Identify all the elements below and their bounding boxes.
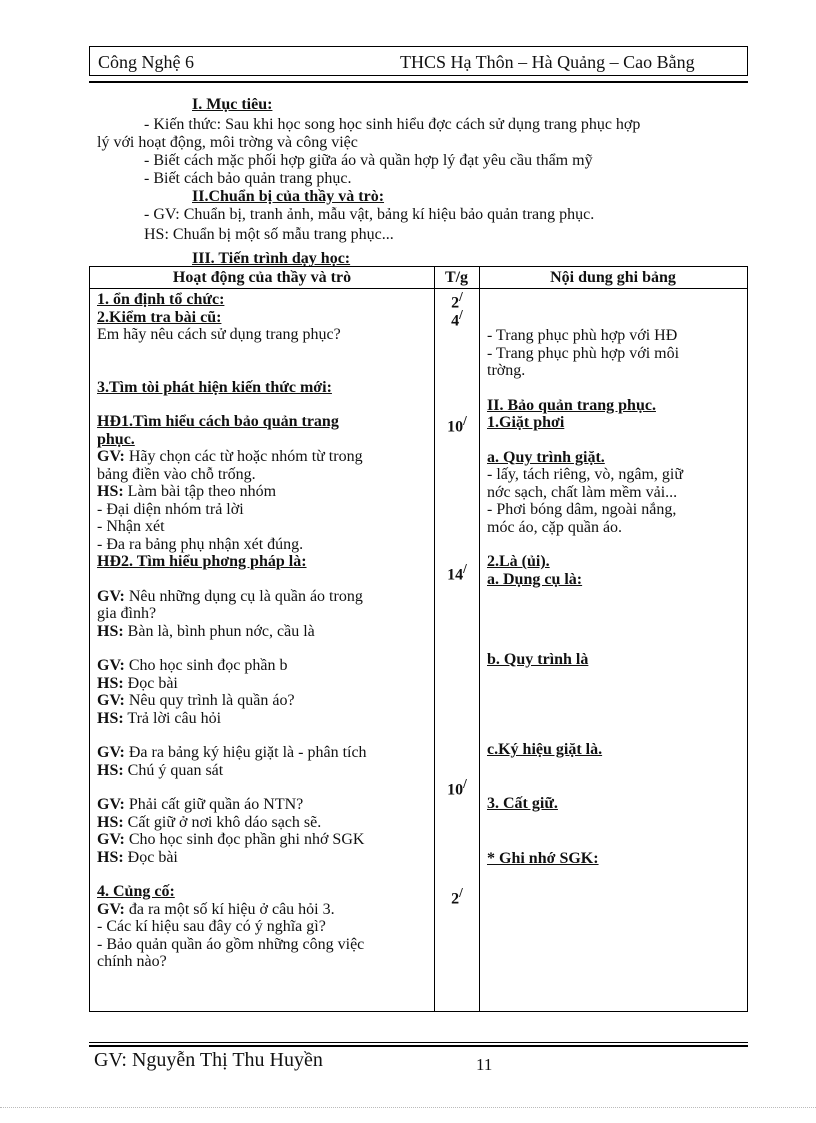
lesson-table xyxy=(89,266,748,1012)
time-value: 10/ xyxy=(447,776,467,799)
activity-line: GV: Cho học sinh đọc phần b xyxy=(97,657,288,674)
header-rule xyxy=(89,81,748,83)
header-subject: Công Nghệ 6 xyxy=(98,52,194,72)
content-heading: a. Quy trình giặt. xyxy=(487,448,605,466)
page-header xyxy=(89,46,748,76)
section-objectives-title: I. Mục tiêu: xyxy=(192,96,273,113)
time-value: 14/ xyxy=(447,561,467,584)
section-preparation-title: II.Chuẩn bị của thầy và trò: xyxy=(192,188,385,205)
column-header-content: Nội dung ghi bảng xyxy=(550,269,676,286)
page-bottom-edge xyxy=(0,1107,816,1108)
activity-line: bảng điền vào chỗ trống. xyxy=(97,465,256,483)
column-divider xyxy=(479,267,480,1011)
preparation-line: HS: Chuẩn bị một số mẫu trang phục... xyxy=(144,226,394,243)
time-value: 10/ xyxy=(447,413,467,436)
content-heading: 1.Giặt phơi xyxy=(487,414,565,431)
activity-line: - Bảo quản quần áo gồm những công việc xyxy=(97,935,365,953)
time-value: 4/ xyxy=(451,307,463,330)
content-heading: II. Bảo quản trang phục. xyxy=(487,396,656,414)
step-consolidation: 4. Củng cố: xyxy=(97,883,175,900)
content-heading: c.Ký hiệu giặt là. xyxy=(487,741,603,758)
activity-1-title: HĐ1.Tìm hiểu cách bảo quản trang xyxy=(97,413,339,430)
objective-line: - Kiến thức: Sau khi học song học sinh hiểu đợc cách sử dụng trang phục hợp xyxy=(144,116,641,133)
activity-line: GV: Nêu quy trình là quần áo? xyxy=(97,692,295,709)
time-value: 2/ xyxy=(451,885,463,908)
activity-1-title-cont: phục. xyxy=(97,430,135,448)
preparation-line: - GV: Chuẩn bị, tranh ảnh, mẫu vật, bảng kí hiệu bảo quản trang phục. xyxy=(144,206,595,223)
activity-2-title: HĐ2. Tìm hiểu phơng pháp là: xyxy=(97,553,307,570)
header-school: THCS Hạ Thôn – Hà Quảng – Cao Bằng xyxy=(400,52,695,72)
activity-line: HS: Chú ý quan sát xyxy=(97,761,224,779)
content-block: - Trang phục phù hợp với HĐ - Trang phục phù hợp với môi trờng. II. Bảo quản trang phục. 1.Giặt phơi a. Quy trình giặt. - lấy, tách riêng, vò, ngâm, giữ nớc sạch, chất làm mềm vải... - Phơi bóng dâm, ngoài nắng, móc áo, cặp quần áo. 2.Là (ủi). a. Dụng cụ là: xyxy=(487,327,745,588)
activity-line: - Đại diện nhóm trả lời xyxy=(97,500,244,518)
activity-line: GV: đa ra một số kí hiệu ở câu hỏi 3. xyxy=(97,900,335,918)
footer-rule xyxy=(89,1045,748,1047)
step-stabilize: 1. ổn định tổ chức: xyxy=(97,291,225,308)
activity-line: HS: Đọc bài xyxy=(97,674,178,692)
activity-line: HS: Làm bài tập theo nhóm xyxy=(97,483,277,500)
section-process-title: III. Tiến trình dạy học: xyxy=(192,250,351,267)
activity-line: HS: Bàn là, bình phun nớc, cầu là xyxy=(97,622,315,640)
activity-line: - Nhận xét xyxy=(97,518,165,535)
activity-line: HS: Trả lời câu hỏi xyxy=(97,709,222,727)
footer-rule xyxy=(89,1042,748,1043)
step-new-knowledge: 3.Tìm tòi phát hiện kiến thức mới: xyxy=(97,378,332,396)
step-check-old-lesson: 2.Kiểm tra bài cũ: xyxy=(97,308,222,326)
activity-line: HS: Cất giữ ở nơi khô dáo sạch sẽ. xyxy=(97,813,322,831)
activity-line: - Đa ra bảng phụ nhận xét đúng. xyxy=(97,535,304,553)
objective-line: - Biết cách mặc phối hợp giữa áo và quần hợp lý đạt yêu cầu thẩm mỹ xyxy=(144,152,593,169)
content-heading: 3. Cất giữ. xyxy=(487,795,558,812)
header-row-divider xyxy=(90,288,747,289)
content-heading: 2.Là (ủi). xyxy=(487,553,550,570)
content-heading: b. Quy trình là xyxy=(487,651,589,668)
activity-line: GV: Phải cất giữ quần áo NTN? xyxy=(97,796,304,813)
question: Em hãy nêu cách sử dụng trang phục? xyxy=(97,326,341,343)
content-heading: * Ghi nhớ SGK: xyxy=(487,850,599,867)
activity-line: GV: Nêu những dụng cụ là quần áo trong xyxy=(97,587,363,605)
activity-line: GV: Đa ra bảng ký hiệu giặt là - phân tích xyxy=(97,744,367,761)
objective-line: lý với hoạt động, môi trờng và công việc xyxy=(97,134,358,151)
page-number: 11 xyxy=(476,1055,493,1074)
teacher-name: GV: Nguyễn Thị Thu Huyền xyxy=(94,1049,323,1071)
activity-line: - Các kí hiệu sau đây có ý nghĩa gì? xyxy=(97,918,326,935)
activity-line: gia đình? xyxy=(97,605,157,622)
activity-line: GV: Hãy chọn các từ hoặc nhóm từ trong xyxy=(97,448,363,465)
activities-column xyxy=(97,291,431,971)
content-heading: a. Dụng cụ là: xyxy=(487,570,583,588)
column-header-activities: Hoạt động của thầy và trò xyxy=(172,269,352,286)
column-header-time: T/g xyxy=(444,269,469,286)
activity-line: chính nào? xyxy=(97,953,167,970)
activity-line: HS: Đọc bài xyxy=(97,848,178,866)
activity-line: GV: Cho học sinh đọc phần ghi nhớ SGK xyxy=(97,831,365,848)
time-value: 2/ xyxy=(451,289,463,312)
objective-line: - Biết cách bảo quản trang phục. xyxy=(144,170,352,187)
